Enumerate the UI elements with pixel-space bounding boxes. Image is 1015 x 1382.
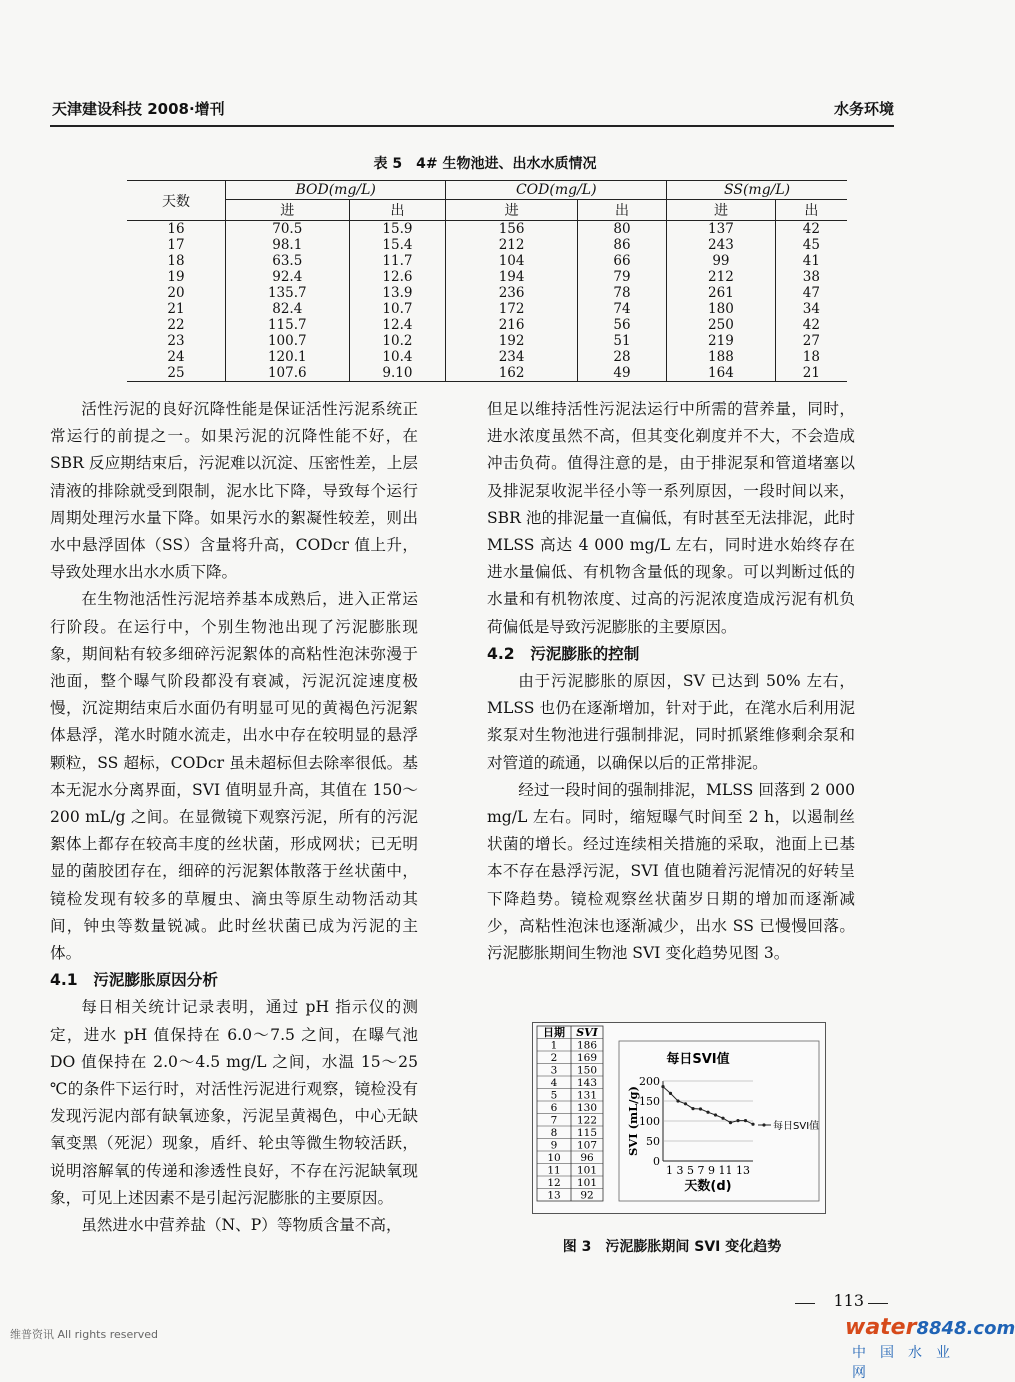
cell-cod_out: 79: [577, 269, 666, 285]
fig-table-header-date: 日期: [543, 1026, 565, 1039]
paragraph: 虽然进水中营养盐（N、P）等物质含量不高，: [81, 1216, 402, 1235]
table-row: [127, 333, 847, 349]
fig-table-header-svi: SVI: [576, 1026, 598, 1039]
cell-cod_in: 236: [446, 285, 577, 301]
cell-cod_out: 86: [577, 237, 666, 253]
logo-num: 8848: [916, 1318, 967, 1339]
cell-bod_in: 120.1: [226, 349, 350, 365]
page-dash: [868, 1303, 888, 1304]
cell-ss_out: 45: [775, 237, 847, 253]
cell-bod_out: 10.4: [349, 349, 446, 365]
fig-table-svi: 101: [576, 1177, 598, 1189]
cell-ss_out: 42: [775, 317, 847, 333]
fig-table-day: 4: [550, 1077, 558, 1089]
cell-ss_in: 99: [667, 253, 776, 269]
table-row: [127, 269, 847, 285]
fig-table-svi: 92: [580, 1189, 594, 1202]
cell-ss_in: 261: [667, 285, 776, 301]
cell-bod_out: 12.6: [349, 269, 446, 285]
cell-ss_out: 27: [775, 333, 847, 349]
fig-table-day: 7: [550, 1114, 558, 1127]
logo-suffix: .com: [966, 1318, 1015, 1339]
cell-cod_out: 51: [577, 333, 666, 349]
fig-table-svi: 115: [576, 1127, 598, 1139]
paragraph: 但足以维持活性污泥法运行中所需的营养量，同时，进水浓度虽然不高，但其变化剃度并不大，不会造成冲击负荷。值得注意的是，由于排泥泵和管道堵塞以及排泥泵收泥半径小等一系列原因，一段时间以来，SBR 池的排泥量一直偏低，有时甚至无法排泥，此时 MLSS 高达 4 000 mg/L 左右，同时进水始终存在进水量偏低、有机物含量低的现象。可以判断过低的水量和有机物浓度、过高的污泥浓度造成污泥有机负荷偏低是导致污泥膨胀的主要原因。: [487, 400, 855, 636]
svi-data-point: [721, 1117, 724, 1120]
chart-title: 每日SVI值: [666, 1052, 730, 1067]
cell-day: 16: [167, 221, 185, 237]
cell-ss_out: 21: [775, 365, 847, 382]
left-column: [50, 396, 418, 1239]
fig-table-svi: 131: [576, 1089, 598, 1102]
fig-table-day: 5: [550, 1089, 558, 1102]
svi-data-point: [676, 1099, 679, 1102]
fig-table-svi: 107: [576, 1139, 598, 1152]
paragraph: 由于污泥膨胀的原因，SV 已达到 50% 左右，MLSS 也仍在逐渐增加，针对于此，在滗水后利用泥浆泵对生物池进行强制排泥，同时抓紧维修剩余泵和对管道的疏通，以确保以后的正常排泥。: [487, 672, 855, 772]
journal-title: 天津建设科技 2008·增刊: [52, 100, 225, 118]
page-number: 113: [833, 1291, 864, 1310]
col-bod-in: 进: [226, 200, 350, 221]
cell-ss_in: 164: [667, 365, 776, 382]
copyright: 维普资讯 All rights reserved: [10, 1328, 159, 1341]
fig-table-svi: 130: [576, 1102, 598, 1114]
fig-table-day: 9: [550, 1139, 558, 1152]
svi-figure: [532, 1022, 826, 1214]
cell-day: 23: [167, 333, 185, 349]
fig-table-svi: 122: [576, 1114, 598, 1127]
cell-cod_in: 212: [446, 237, 577, 253]
fig-table-svi: 96: [580, 1152, 594, 1164]
cell-bod_in: 92.4: [226, 269, 350, 285]
cell-bod_in: 82.4: [226, 301, 350, 317]
section-title: 水务环境: [833, 100, 894, 118]
cell-bod_out: 9.10: [349, 365, 446, 382]
cell-cod_in: 172: [446, 301, 577, 317]
fig-table-day: 3: [550, 1064, 558, 1077]
svi-data-point: [751, 1123, 754, 1126]
svi-chart: [533, 1023, 825, 1213]
svi-data-point: [691, 1107, 694, 1110]
y-tick-label: 50: [646, 1135, 660, 1148]
cell-cod_in: 156: [446, 221, 577, 238]
svi-data-point: [684, 1102, 687, 1105]
fig-table-day: 13: [547, 1189, 561, 1202]
cell-day: 17: [167, 237, 185, 253]
col-cod: COD(mg/L): [446, 181, 667, 200]
paragraph: 每日相关统计记录表明，通过 pH 指示仪的测定，进水 pH 值保持在 6.0～7.5 之间，在曝气池 DO 值保持在 2.0～4.5 mg/L 之间，水温 15～25 ℃的条件下运行时，对活性污泥进行观察，镜检没有发现污泥内部有缺氧迹象，污泥呈黄褐色，中心无缺氧变黑（死泥）现象，盾纤、轮虫等微生物较活跃，说明溶解氧的传递和渗透性良好，不存在污泥缺氧现象，可见上述因素不是引起污泥膨胀的主要原因。: [50, 998, 418, 1207]
fig-table-day: 12: [547, 1177, 561, 1189]
y-tick-label: 200: [639, 1075, 660, 1088]
paragraph: 在生物池活性污泥培养基本成熟后，进入正常运行阶段。在运行中，个别生物池出现了污泥膨胀现象，期间粘有较多细碎污泥絮体的高粘性泡沫弥漫于池面，整个曝气阶段都没有衰减，污泥沉淀速度极慢，沉淀期结束后水面仍有明显可见的黄褐色污泥絮体悬浮，滗水时随水流走，出水中存在较明显的悬浮颗粒，SS 超标，CODcr 虽未超标但去除率很低。基本无泥水分离界面，SVI 值明显升高，其值在 150～200 mL/g 之间。在显微镜下观察污泥，所有的污泥絮体上都存在较高丰度的丝状菌，形成网状；已无明显的菌胶团存在，细碎的污泥絮体散落于丝状菌中，镜检发现有较多的草履虫、滴虫等原生动物活动其间，钟虫等数量锐减。此时丝状菌已成为污泥的主体。: [50, 590, 418, 963]
table-row: [127, 365, 847, 382]
table-row: [127, 301, 847, 317]
table-row: [127, 285, 847, 301]
section-heading-4-2: 4.2 污泥膨胀的控制: [487, 644, 640, 663]
table-row: [127, 221, 847, 238]
cell-ss_out: 38: [775, 269, 847, 285]
cell-day: 22: [167, 317, 185, 333]
cell-ss_in: 250: [667, 317, 776, 333]
cell-ss_in: 180: [667, 301, 776, 317]
cell-cod_out: 80: [577, 221, 666, 238]
figure-caption: 图 3 污泥膨胀期间 SVI 变化趋势: [562, 1239, 782, 1255]
cell-bod_out: 13.9: [349, 285, 446, 301]
fig-table-svi: 143: [576, 1077, 598, 1089]
fig-table-svi: 169: [576, 1052, 598, 1064]
col-bod: BOD(mg/L): [226, 181, 446, 200]
col-ss-in: 进: [667, 200, 776, 221]
cell-ss_in: 243: [667, 237, 776, 253]
cell-ss_in: 212: [667, 269, 776, 285]
svi-data-point: [669, 1092, 672, 1095]
svi-data-point: [744, 1119, 747, 1122]
cell-bod_out: 12.4: [349, 317, 446, 333]
fig-table-day: 11: [547, 1164, 561, 1177]
water-quality-table: [127, 180, 847, 382]
cell-day: 20: [167, 285, 185, 301]
paragraph: 经过一段时间的强制排泥，MLSS 回落到 2 000 mg/L 左右。同时，缩短曝气时间至 2 h，以遏制丝状菌的增长。经过连续相关措施的采取，池面上已基本不存在悬浮污泥，SVI 值也随着污泥情况的好转呈下降趋势。镜检观察丝状菌岁日期的增加而逐渐减少，高粘性泡沫也逐渐减少，出水 SS 已慢慢回落。污泥膨胀期间生物池 SVI 变化趋势见图 3。: [487, 780, 855, 963]
cell-ss_out: 41: [775, 253, 847, 269]
cell-day: 21: [167, 301, 185, 317]
table-row: [127, 317, 847, 333]
fig-table-day: 2: [550, 1052, 558, 1064]
col-cod-in: 进: [446, 200, 577, 221]
cell-bod_in: 115.7: [226, 317, 350, 333]
cell-bod_in: 107.6: [226, 365, 350, 382]
cell-bod_in: 100.7: [226, 333, 350, 349]
cell-ss_in: 188: [667, 349, 776, 365]
logo-main: water: [845, 1315, 917, 1340]
cell-ss_in: 219: [667, 333, 776, 349]
cell-bod_out: 11.7: [349, 253, 446, 269]
cell-ss_out: 34: [775, 301, 847, 317]
cell-cod_out: 78: [577, 285, 666, 301]
cell-bod_out: 15.4: [349, 237, 446, 253]
fig-table-day: 10: [547, 1152, 561, 1164]
cell-cod_out: 28: [577, 349, 666, 365]
right-column: [487, 396, 855, 967]
svi-data-point: [661, 1085, 664, 1088]
cell-bod_out: 10.2: [349, 333, 446, 349]
cell-bod_in: 135.7: [226, 285, 350, 301]
fig-table-day: 6: [550, 1102, 558, 1114]
y-tick-label: 150: [639, 1095, 660, 1108]
fig-table-svi: 186: [576, 1039, 598, 1052]
cell-day: 18: [167, 253, 185, 269]
y-tick-label: 100: [639, 1115, 660, 1128]
cell-day: 25: [127, 365, 226, 382]
legend-marker: [762, 1123, 765, 1126]
svi-series-line: [663, 1087, 753, 1125]
cell-ss_in: 137: [667, 221, 776, 238]
water8848-logo: [845, 1315, 1015, 1340]
x-axis-label: 天数(d): [684, 1179, 732, 1194]
col-ss: SS(mg/L): [667, 181, 847, 200]
cell-cod_in: 234: [446, 349, 577, 365]
table-caption: 表 5 4# 生物池进、出水水质情况: [373, 156, 597, 172]
cell-day: 24: [167, 349, 185, 365]
cell-cod_in: 192: [446, 333, 577, 349]
table-row: [127, 349, 847, 365]
cell-ss_out: 18: [775, 349, 847, 365]
cell-bod_out: 10.7: [349, 301, 446, 317]
legend-label: 每日SVI值: [773, 1121, 820, 1132]
svi-data-point: [729, 1121, 732, 1124]
x-tick-labels: 1 3 5 7 9 11 13: [666, 1164, 750, 1177]
cell-ss_out: 42: [775, 221, 847, 238]
fig-table-day: 8: [550, 1127, 558, 1139]
cell-bod_in: 98.1: [226, 237, 350, 253]
svi-data-point: [706, 1111, 709, 1114]
col-ss-out: 出: [775, 200, 847, 221]
svi-data-point: [699, 1107, 702, 1110]
fig-table-svi: 150: [576, 1064, 598, 1077]
section-heading-4-1: 4.1 污泥膨胀原因分析: [50, 971, 218, 990]
fig-table-svi: 101: [576, 1164, 598, 1177]
col-day: 天数: [127, 181, 226, 221]
table-row: [127, 237, 847, 253]
col-cod-out: 出: [577, 200, 666, 221]
cell-bod_out: 15.9: [349, 221, 446, 238]
y-axis-label: SVI (mL/g): [626, 1086, 640, 1156]
svi-data-point: [714, 1113, 717, 1116]
cell-cod_out: 66: [577, 253, 666, 269]
cell-bod_in: 63.5: [226, 253, 350, 269]
cell-day: 19: [167, 269, 185, 285]
fig-table-day: 1: [550, 1039, 558, 1052]
svi-data-point: [736, 1119, 739, 1122]
paragraph: 活性污泥的良好沉降性能是保证活性污泥系统正常运行的前提之一。如果污泥的沉降性能不好，在 SBR 反应期结束后，污泥难以沉淀、压密性差，上层清液的排除就受到限制，泥水比下降，导致每个运行周期处理污水量下降。如果污水的絮凝性较差，则出水中悬浮固体（SS）含量将升高，CODcr 值上升，导致处理水出水水质下降。: [50, 400, 418, 582]
page-dash: [795, 1303, 815, 1304]
cell-cod_out: 49: [577, 365, 666, 382]
y-tick-label: 0: [653, 1155, 660, 1168]
cell-bod_in: 70.5: [226, 221, 350, 238]
cell-cod_in: 104: [446, 253, 577, 269]
cell-cod_in: 162: [446, 365, 577, 382]
cell-ss_out: 47: [775, 285, 847, 301]
water8848-cn: 中国水业网: [852, 1345, 964, 1381]
table-row: [127, 253, 847, 269]
cell-cod_out: 56: [577, 317, 666, 333]
cell-cod_in: 216: [446, 317, 577, 333]
cell-cod_in: 194: [446, 269, 577, 285]
cell-cod_out: 74: [577, 301, 666, 317]
header-rule: [50, 125, 894, 127]
col-bod-out: 出: [349, 200, 446, 221]
